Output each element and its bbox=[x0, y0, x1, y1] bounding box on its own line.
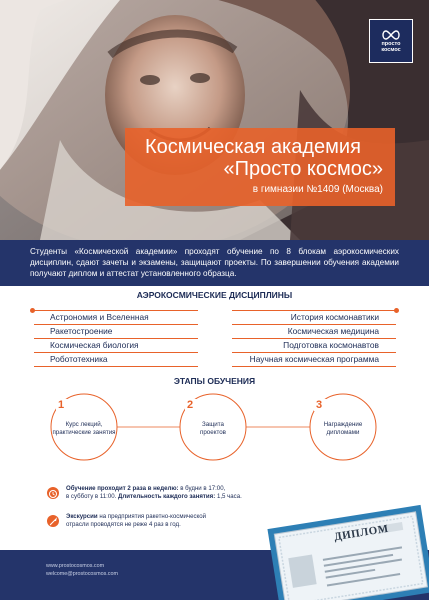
stage-label bbox=[175, 421, 251, 436]
stage-label-line: Курс лекций, bbox=[65, 421, 103, 428]
discipline-item: Подготовка космонавтов bbox=[283, 340, 379, 350]
excursion-text: на предприятия ракетно-космической bbox=[97, 513, 207, 520]
brand-logo[interactable] bbox=[369, 19, 413, 63]
infinity-icon bbox=[381, 29, 401, 41]
schedule-bold: Длительность каждого занятия: bbox=[118, 493, 216, 501]
excursion-text: отрасли проводятся не реже 4 раз в год. bbox=[66, 521, 181, 529]
stage-label-line: практические занятия bbox=[52, 428, 116, 436]
intro-text: Студенты «Космической академии» проходят обучение по 8 блокам аэрокосмических дисциплин, сдают зачеты и экзамены, защищают проекты. По завершении обучения академии получают диплом и аттестат установленного образца. bbox=[0, 240, 429, 286]
schedule-text: в будни в 17:00, bbox=[178, 485, 226, 492]
diploma-label: ДИПЛОМ bbox=[333, 522, 390, 544]
divider-line bbox=[232, 324, 396, 325]
footer-website-link[interactable]: www.prostocosmos.com bbox=[46, 563, 105, 569]
diploma-image bbox=[262, 497, 429, 600]
stage-number: 1 bbox=[58, 399, 65, 411]
schedule-info bbox=[66, 485, 276, 501]
divider-line bbox=[232, 310, 396, 311]
divider-line bbox=[232, 338, 396, 339]
footer-email-link[interactable]: welcome@prostocosmos.com bbox=[46, 571, 118, 577]
stage-label-line: Награждение bbox=[323, 421, 363, 428]
hero-photo bbox=[0, 0, 429, 240]
clock-icon bbox=[47, 487, 59, 499]
stage-label-line: проектов bbox=[200, 428, 226, 436]
divider-line bbox=[232, 366, 396, 367]
stage-label-line: Защита bbox=[202, 421, 224, 428]
divider-line bbox=[34, 352, 198, 353]
schedule-text: 1,5 часа. bbox=[215, 493, 242, 501]
discipline-item: Робототехника bbox=[50, 354, 108, 364]
page-title-line1: Космическая академия bbox=[145, 136, 361, 158]
schedule-bold: Обучение проходит 2 раза в неделю: bbox=[66, 485, 179, 492]
discipline-item: Космическая биология bbox=[50, 340, 139, 350]
divider-line bbox=[34, 324, 198, 325]
discipline-item: Ракетостроение bbox=[50, 326, 113, 336]
logo-word-top: просто bbox=[381, 41, 401, 47]
divider-line bbox=[34, 366, 198, 367]
page-title-line2: «Просто космос» bbox=[223, 158, 383, 180]
stage-number: 3 bbox=[316, 399, 323, 411]
discipline-item: Астрономия и Вселенная bbox=[50, 312, 149, 322]
disciplines-title: АЭРОКОСМИЧЕСКИЕ ДИСЦИПЛИНЫ bbox=[136, 290, 293, 300]
page-subtitle: в гимназии №1409 (Москва) bbox=[252, 184, 383, 195]
schedule-text: в субботу в 11:00. bbox=[66, 493, 119, 501]
title-box bbox=[125, 128, 395, 206]
logo-word-bottom: космос bbox=[381, 47, 401, 53]
discipline-item: Космическая медицина bbox=[287, 326, 379, 336]
divider-line bbox=[232, 352, 396, 353]
rocket-icon bbox=[47, 515, 59, 527]
stage-number: 2 bbox=[187, 399, 194, 411]
discipline-item: Научная космическая программа bbox=[249, 354, 379, 364]
excursion-bold: Экскурсии bbox=[66, 513, 98, 520]
stage-label bbox=[46, 421, 122, 436]
divider-line bbox=[34, 310, 198, 311]
excursion-info bbox=[66, 513, 276, 529]
discipline-item: История космонавтики bbox=[290, 312, 379, 322]
stage-label-line: дипломами bbox=[326, 428, 360, 436]
divider-line bbox=[34, 338, 198, 339]
stage-label bbox=[305, 421, 381, 436]
stages-title: ЭТАПЫ ОБУЧЕНИЯ bbox=[173, 376, 256, 386]
